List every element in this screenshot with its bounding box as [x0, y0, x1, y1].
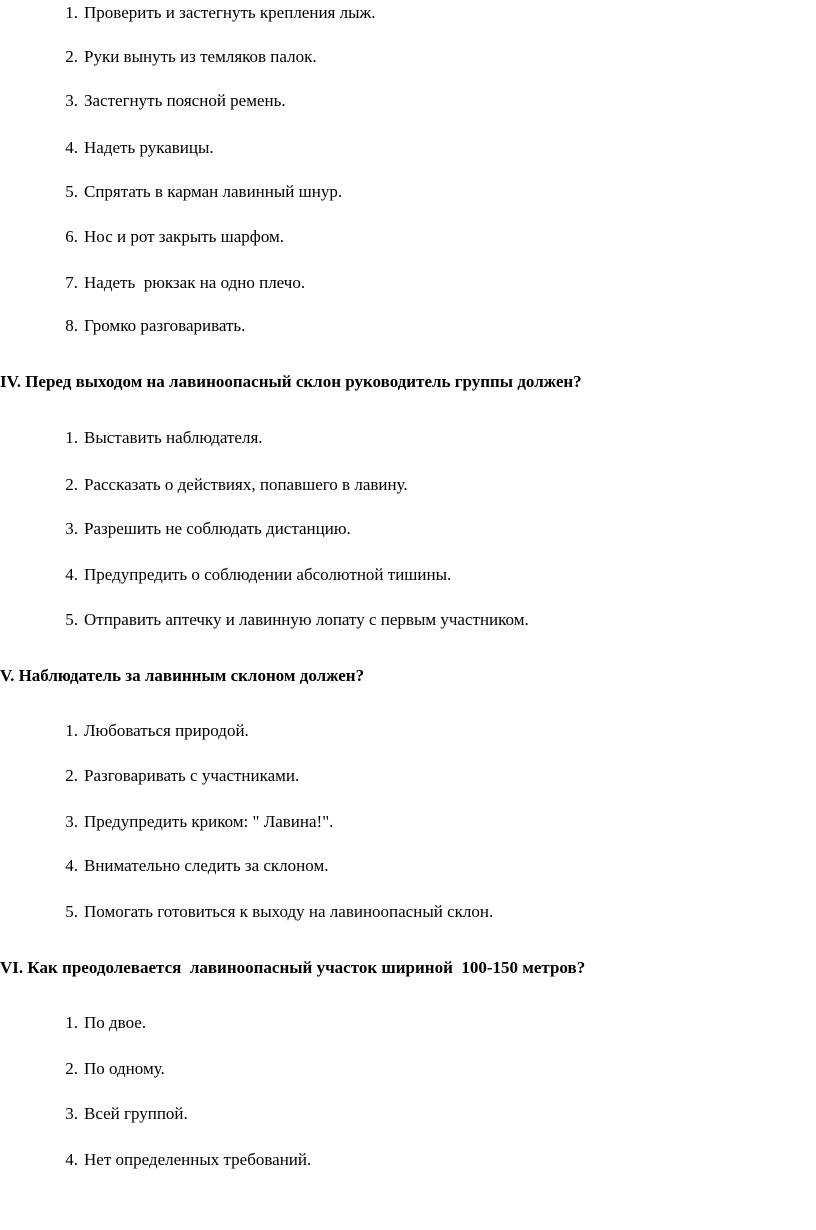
item-number: 3.: [65, 91, 78, 110]
list-item: [56, 138, 796, 158]
item-text: Помогать готовиться к выходу на лавиноопасный склон.: [84, 902, 494, 921]
item-number: 1.: [65, 721, 78, 740]
list-item: [56, 1104, 796, 1124]
section-heading-iv: IV. Перед выходом на лавиноопасный склон руководитель группы должен?: [0, 372, 582, 391]
list-item: [56, 766, 796, 786]
item-number: 7.: [65, 273, 78, 292]
item-text: Спрятать в карман лавинный шнур.: [84, 182, 343, 201]
item-text: Надеть рюкзак на одно плечо.: [84, 273, 306, 292]
item-text: Внимательно следить за склоном.: [84, 856, 329, 875]
list-item: [56, 47, 796, 67]
list-item: [56, 91, 796, 111]
item-text: Предупредить криком: " Лавина!".: [84, 812, 334, 831]
item-number: 4.: [65, 1150, 78, 1169]
list-item: [56, 721, 796, 741]
item-number: 6.: [65, 227, 78, 246]
item-text: Застегнуть поясной ремень.: [84, 91, 286, 110]
list-item: [56, 902, 796, 922]
list-item: [56, 316, 796, 336]
list-item: [56, 182, 796, 202]
item-number: 4.: [65, 565, 78, 584]
section-heading-v: V. Наблюдатель за лавинным склоном должен?: [0, 666, 365, 685]
item-number: 5.: [65, 610, 78, 629]
list-item: [56, 610, 796, 630]
item-number: 3.: [65, 519, 78, 538]
item-number: 5.: [65, 902, 78, 921]
list-item: [56, 428, 796, 448]
item-text: Надеть рукавицы.: [84, 138, 214, 157]
list-item: [56, 273, 796, 293]
list-item: [56, 812, 796, 832]
item-number: 1.: [65, 428, 78, 447]
item-number: 2.: [65, 766, 78, 785]
item-number: 2.: [65, 47, 78, 66]
item-text: Отправить аптечку и лавинную лопату с первым участником.: [84, 610, 529, 629]
item-number: 1.: [65, 3, 78, 22]
list-item: [56, 475, 796, 495]
item-text: Проверить и застегнуть крепления лыж.: [84, 3, 376, 22]
item-number: 3.: [65, 812, 78, 831]
item-number: 5.: [65, 182, 78, 201]
item-text: Разрешить не соблюдать дистанцию.: [84, 519, 351, 538]
item-text: Нос и рот закрыть шарфом.: [84, 227, 285, 246]
item-text: По одному.: [84, 1059, 165, 1078]
item-number: 2.: [65, 475, 78, 494]
item-number: 4.: [65, 138, 78, 157]
item-text: Разговаривать с участниками.: [84, 766, 300, 785]
list-item: [56, 1013, 796, 1033]
item-number: 4.: [65, 856, 78, 875]
item-text: Выставить наблюдателя.: [84, 428, 263, 447]
item-text: Нет определенных требований.: [84, 1150, 312, 1169]
item-text: Предупредить о соблюдении абсолютной тишины.: [84, 565, 452, 584]
section-heading-vi: VI. Как преодолевается лавиноопасный участок шириной 100-150 метров?: [0, 958, 586, 977]
item-text: Рассказать о действиях, попавшего в лавину.: [84, 475, 408, 494]
item-text: По двое.: [84, 1013, 147, 1032]
item-number: 3.: [65, 1104, 78, 1123]
list-item: [56, 856, 796, 876]
list-item: [56, 227, 796, 247]
item-number: 8.: [65, 316, 78, 335]
item-text: Громко разговаривать.: [84, 316, 246, 335]
list-item: [56, 1150, 796, 1170]
item-text: Руки вынуть из темляков палок.: [84, 47, 317, 66]
item-text: Всей группой.: [84, 1104, 188, 1123]
list-item: [56, 1059, 796, 1079]
list-item: [56, 519, 796, 539]
item-number: 2.: [65, 1059, 78, 1078]
list-item: [56, 3, 796, 23]
list-item: [56, 565, 796, 585]
item-text: Любоваться природой.: [84, 721, 249, 740]
item-number: 1.: [65, 1013, 78, 1032]
